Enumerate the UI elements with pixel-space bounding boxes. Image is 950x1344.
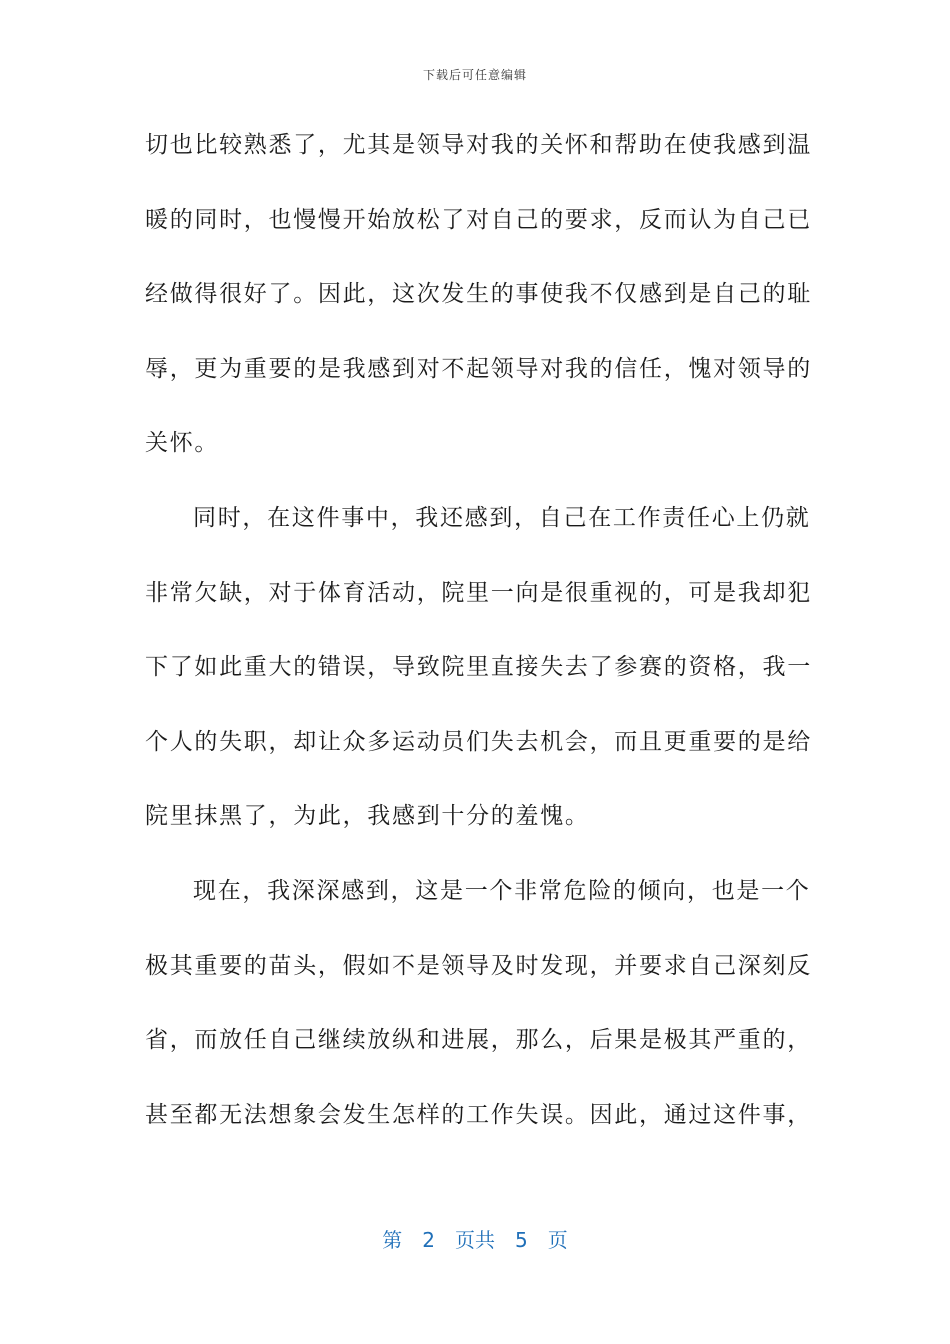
text-line: 院里抹黑了，为此，我感到十分的羞愧。 — [145, 803, 590, 830]
text-line: 个人的失职，却让众多运动员们失去机会，而且更重要的是给 — [145, 728, 812, 755]
footer-middle: 页共 — [455, 1228, 495, 1252]
text-line: 下了如此重大的错误，导致院里直接失去了参赛的资格，我一 — [145, 654, 812, 681]
footer-suffix: 页 — [547, 1228, 568, 1252]
page-footer — [0, 1224, 950, 1253]
text-line: 极其重要的苗头，假如不是领导及时发现，并要求自己深刻反 — [145, 952, 812, 979]
text-line: 甚至都无法想象会发生怎样的工作失误。因此，通过这件事， — [145, 1101, 812, 1128]
text-line: 省，而放任自己继续放纵和进展，那么，后果是极其严重的， — [145, 1027, 812, 1054]
text-line: 非常欠缺，对于体育活动，院里一向是很重视的，可是我却犯 — [145, 579, 812, 606]
paragraph-first-line: 现在，我深深感到，这是一个非常危险的倾向，也是一个 — [193, 877, 811, 904]
text-line: 经做得很好了。因此，这次发生的事使我不仅感到是自己的耻 — [145, 281, 812, 308]
footer-prefix: 第 — [382, 1228, 403, 1252]
header-note: 下载后可任意编辑 — [422, 68, 527, 82]
text-line: 关怀。 — [145, 430, 220, 457]
text-line: 切也比较熟悉了，尤其是领导对我的关怀和帮助在使我感到温 — [145, 132, 812, 158]
total-page-number: 5 — [515, 1228, 528, 1252]
text-line: 辱，更为重要的是我感到对不起领导对我的信任，愧对领导的 — [145, 355, 812, 382]
text-line: 暖的同时，也慢慢开始放松了对自己的要求，反而认为自己已 — [145, 206, 812, 233]
document-body — [145, 108, 812, 1152]
paragraph-first-line: 同时，在这件事中，我还感到，自己在工作责任心上仍就 — [193, 504, 811, 531]
current-page-number: 2 — [422, 1228, 435, 1252]
